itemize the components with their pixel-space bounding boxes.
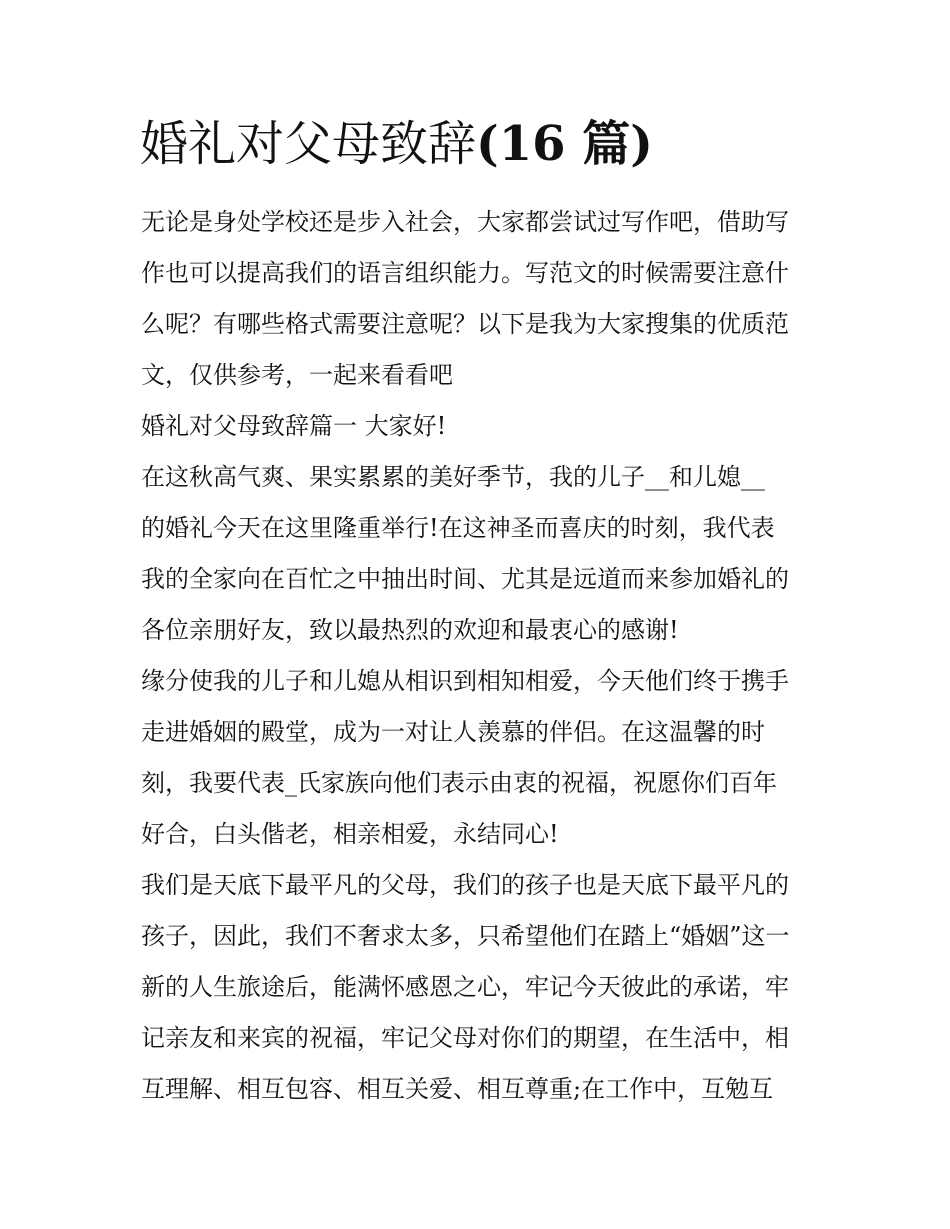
text-line: 走进婚姻的殿堂，成为一对让人羡慕的伴侣。在这温馨的时 bbox=[141, 718, 765, 746]
text-line: 文，仅供参考，一起来看看吧 bbox=[141, 361, 453, 389]
text-line: 互理解、相互包容、相互关爱、相互尊重;在工作中，互勉互 bbox=[141, 1075, 774, 1103]
text-line: 在这秋高气爽、果实累累的美好季节，我的儿子__和儿媳__ bbox=[141, 463, 765, 491]
text-line: 各位亲朋好友，致以最热烈的欢迎和最衷心的感谢! bbox=[141, 616, 679, 644]
text-line: 记亲友和来宾的祝福，牢记父母对你们的期望，在生活中，相 bbox=[141, 1024, 789, 1052]
text-line: 作也可以提高我们的语言组织能力。写范文的时候需要注意什 bbox=[141, 259, 789, 287]
text-line: 好合，白头偕老，相亲相爱，永结同心! bbox=[141, 820, 559, 848]
section-heading: 婚礼对父母致辞篇一 大家好! bbox=[141, 412, 447, 440]
text-line: 孩子，因此，我们不奢求太多，只希望他们在踏上“婚姻”这一 bbox=[141, 922, 790, 950]
text-line: 缘分使我的儿子和儿媳从相识到相知相爱，今天他们终于携手 bbox=[141, 667, 789, 695]
text-line: 么呢？有哪些格式需要注意呢？以下是我为大家搜集的优质范 bbox=[141, 310, 789, 338]
document-title-count: (16 篇) bbox=[476, 116, 653, 172]
text-line: 我的全家向在百忙之中抽出时间、尤其是远道而来参加婚礼的 bbox=[141, 565, 789, 593]
document-title bbox=[140, 112, 653, 176]
text-line: 刻，我要代表_氏家族向他们表示由衷的祝福，祝愿你们百年 bbox=[141, 769, 777, 797]
text-line: 我们是天底下最平凡的父母，我们的孩子也是天底下最平凡的 bbox=[141, 871, 789, 899]
text-line: 无论是身处学校还是步入社会，大家都尝试过写作吧，借助写 bbox=[141, 208, 789, 236]
text-line: 新的人生旅途后，能满怀感恩之心，牢记今天彼此的承诺，牢 bbox=[141, 973, 789, 1001]
document-body bbox=[141, 197, 813, 1115]
document-title-text: 婚礼对父母致辞 bbox=[140, 116, 477, 172]
text-line: 的婚礼今天在这里隆重举行!在这神圣而喜庆的时刻，我代表 bbox=[141, 514, 775, 542]
